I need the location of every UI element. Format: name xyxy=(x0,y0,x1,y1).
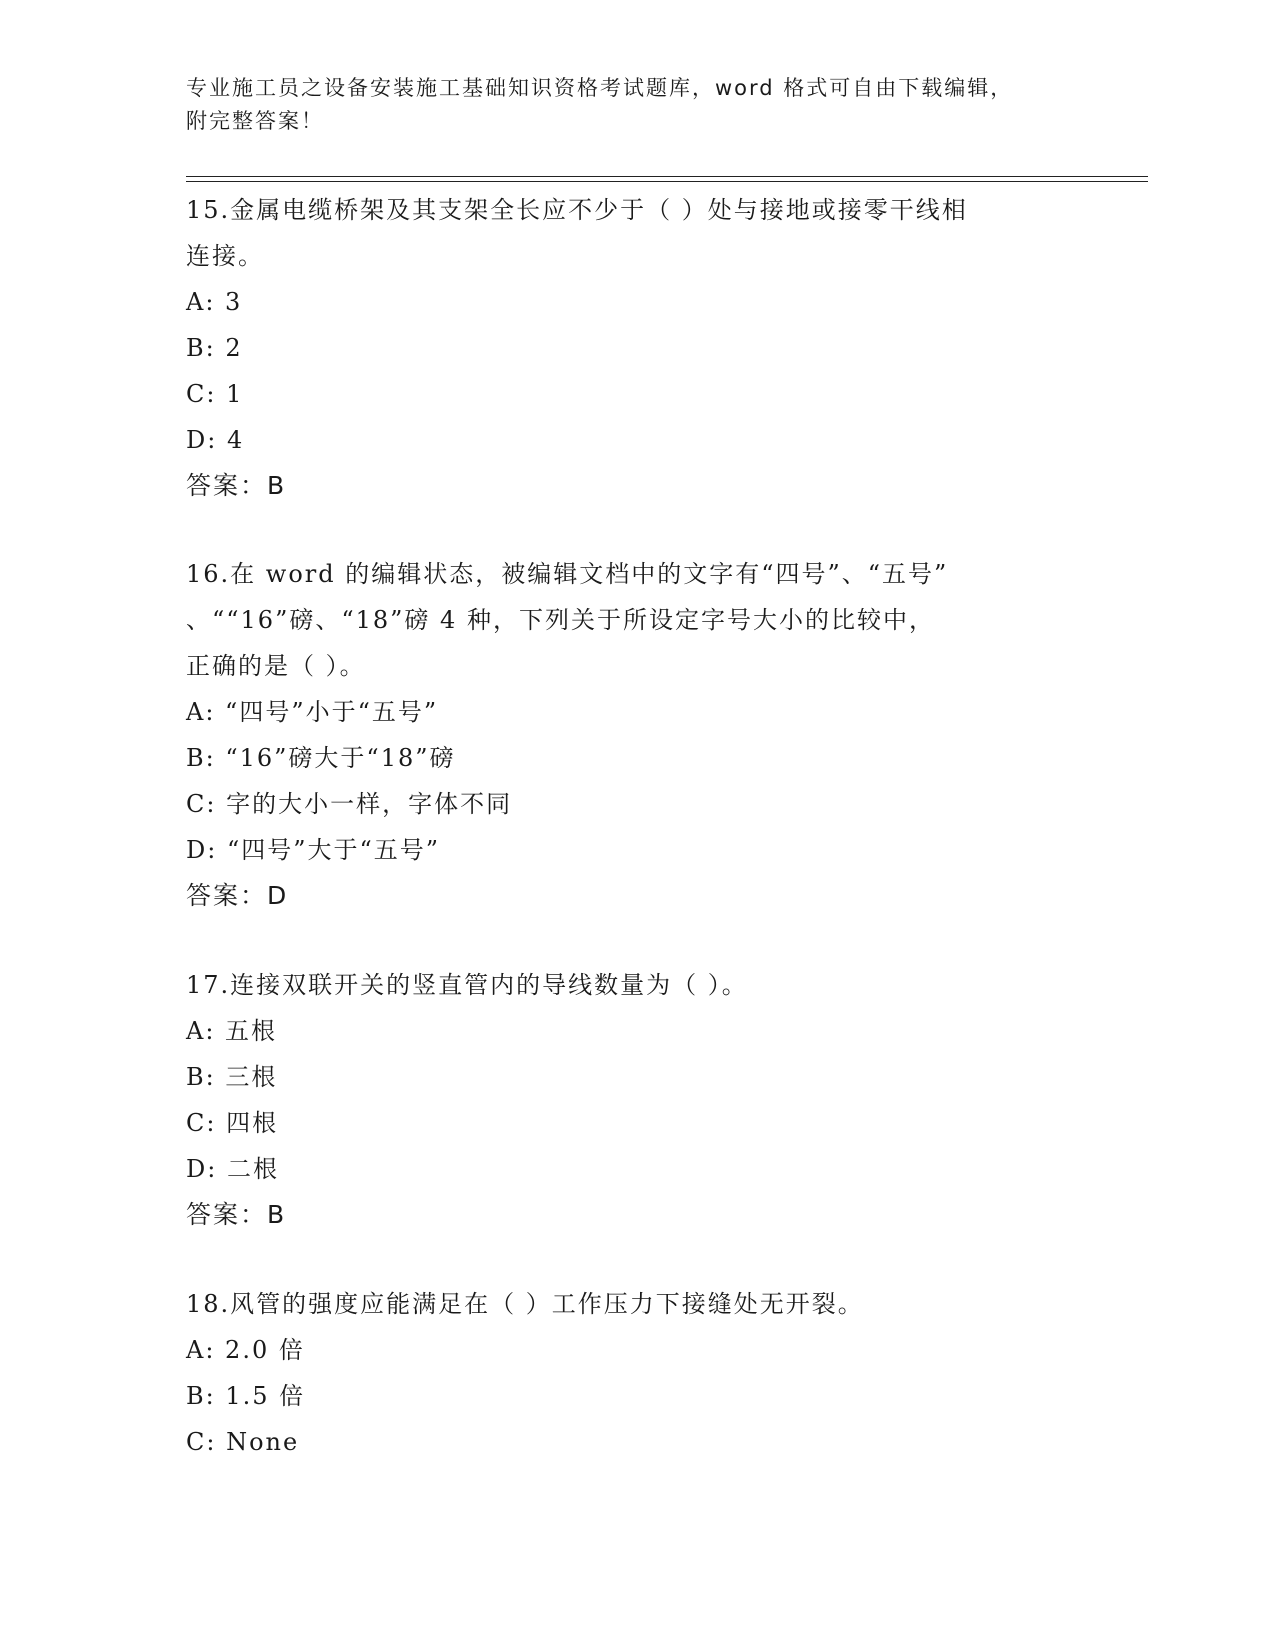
option-c: C: 1 xyxy=(186,380,244,408)
question-stem-line: 17.连接双联开关的竖直管内的导线数量为（ ）。 xyxy=(186,971,748,999)
question-17 xyxy=(186,962,1086,1238)
question-stem-line: 18.风管的强度应能满足在（ ）工作压力下接缝处无开裂。 xyxy=(186,1290,864,1318)
option-d: D: “四号”大于“五号” xyxy=(186,836,441,864)
header-line-2: 附完整答案！ xyxy=(186,109,324,133)
option-c: C: None xyxy=(186,1428,300,1456)
option-a: A: 2.0 倍 xyxy=(186,1336,305,1364)
answer-line: 答案：B xyxy=(186,471,287,500)
header-rule-top xyxy=(186,176,1148,177)
option-b: B: 2 xyxy=(186,334,243,362)
question-stem-line: 连接。 xyxy=(186,242,264,270)
header-rule-bottom xyxy=(186,181,1148,182)
option-c: C: 四根 xyxy=(186,1109,279,1137)
answer-line: 答案：D xyxy=(186,881,289,910)
header-line-1: 专业施工员之设备安装施工基础知识资格考试题库，word 格式可自由下载编辑， xyxy=(186,76,1014,100)
option-b: B: “16”磅大于“18”磅 xyxy=(186,744,456,772)
option-d: D: 二根 xyxy=(186,1155,279,1183)
question-stem-line: 正确的是（ ）。 xyxy=(186,652,366,680)
document-header xyxy=(186,72,1086,138)
question-18 xyxy=(186,1281,1086,1465)
answer-line: 答案：B xyxy=(186,1200,287,1229)
option-a: A: 3 xyxy=(186,288,243,316)
option-a: A: 五根 xyxy=(186,1017,278,1045)
question-stem-line: 、““16”磅、“18”磅 4 种，下列关于所设定字号大小的比较中， xyxy=(186,606,935,634)
option-a: A: “四号”小于“五号” xyxy=(186,698,439,726)
question-16 xyxy=(186,551,1086,919)
question-stem-line: 16.在 word 的编辑状态，被编辑文档中的文字有“四号”、“五号” xyxy=(186,560,949,588)
question-stem-line: 15.金属电缆桥架及其支架全长应不少于（ ）处与接地或接零干线相 xyxy=(186,196,968,224)
option-b: B: 1.5 倍 xyxy=(186,1382,306,1410)
option-d: D: 4 xyxy=(186,426,245,454)
question-15 xyxy=(186,187,1086,509)
option-b: B: 三根 xyxy=(186,1063,278,1091)
option-c: C: 字的大小一样，字体不同 xyxy=(186,790,513,818)
